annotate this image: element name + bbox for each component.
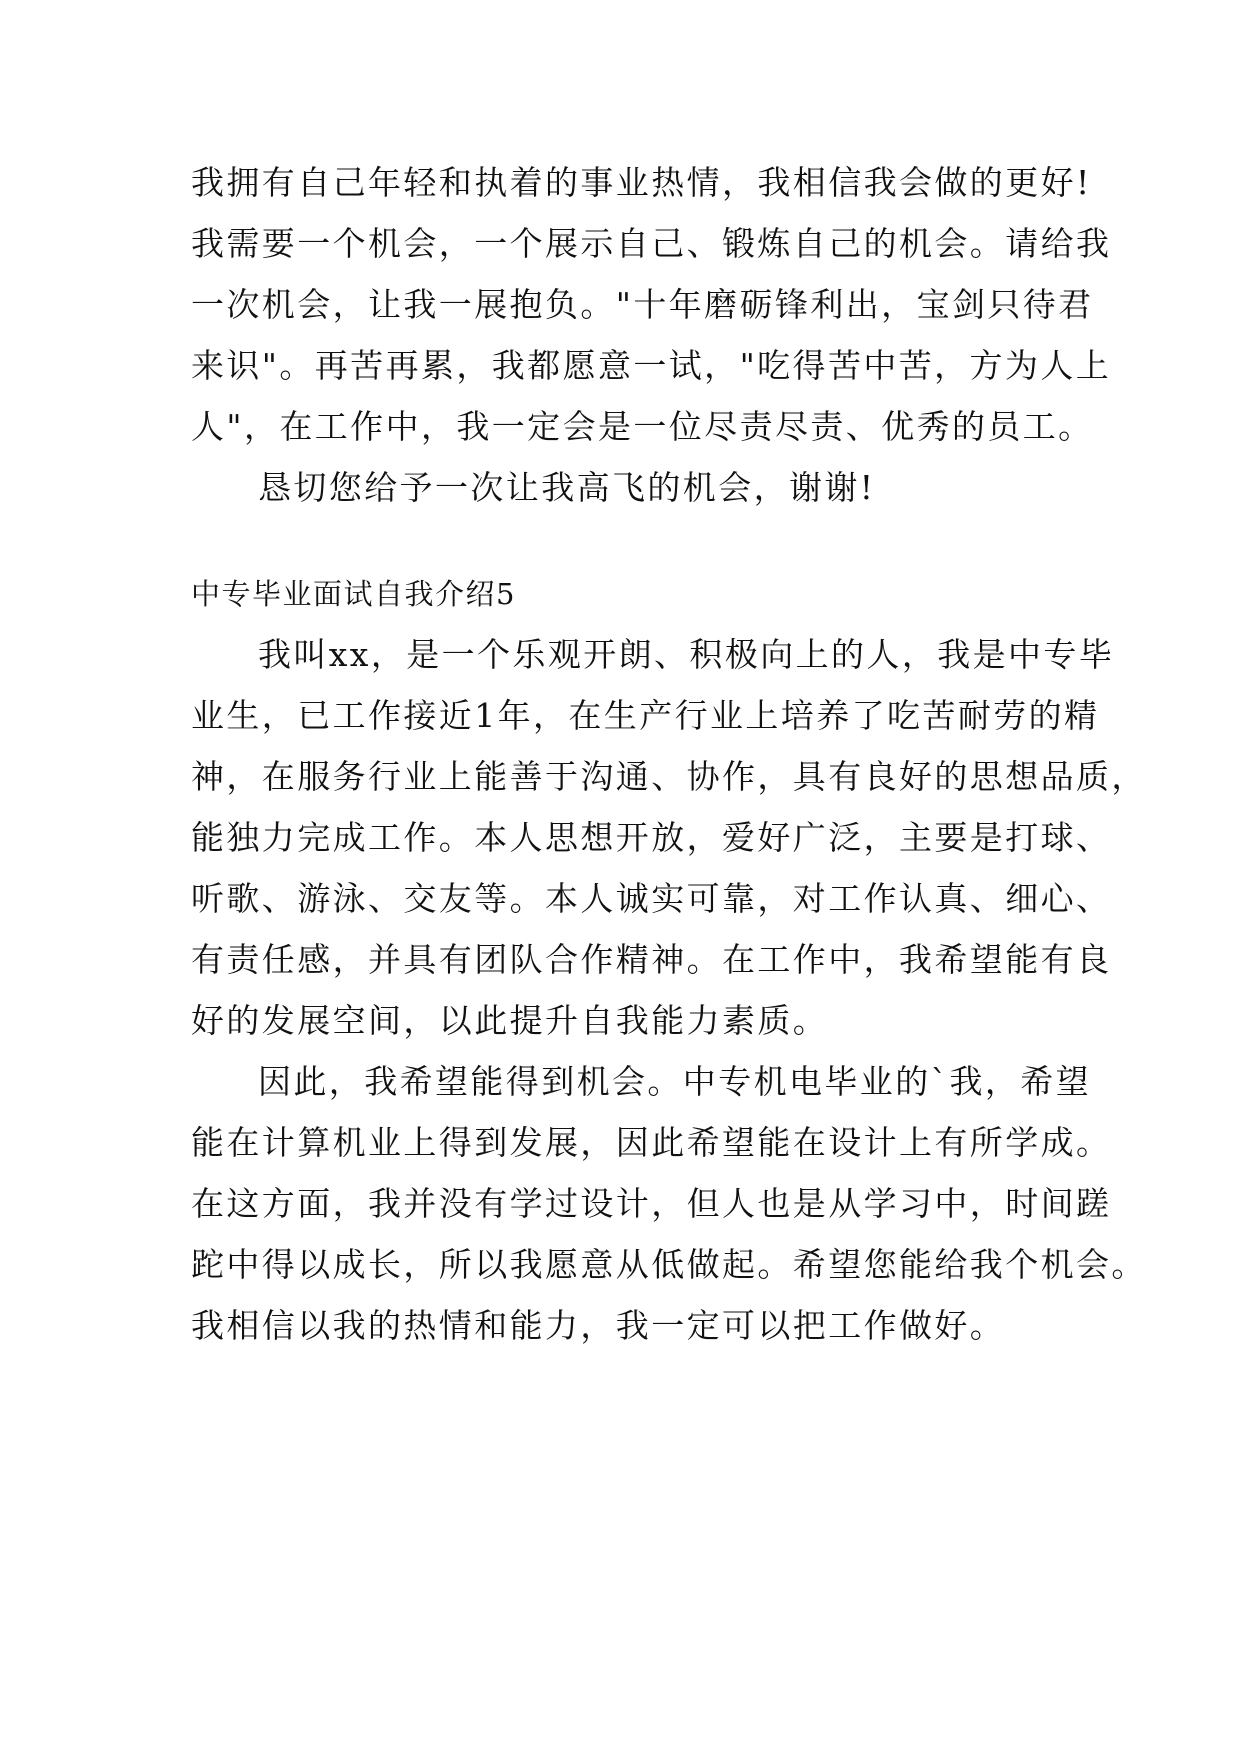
paragraph-line: 我叫xx，是一个乐观开朗、积极向上的人，我是中专毕 [258, 635, 1115, 674]
paragraph-line: 有责任感，并具有团队合作精神。在工作中，我希望能有良 [191, 940, 1112, 979]
paragraph-line: 人"，在工作中，我一定会是一位尽责尽责、优秀的员工。 [191, 407, 1094, 446]
paragraph-line: 因此，我希望能得到机会。中专机电毕业的`我，希望 [258, 1062, 1092, 1101]
paragraph-line: 听歌、游泳、交友等。本人诚实可靠，对工作认真、细心、 [191, 879, 1112, 918]
paragraph-line: 神，在服务行业上能善于沟通、协作，具有良好的思想品质， [191, 757, 1147, 796]
paragraph-line: 来识"。再苦再累，我都愿意一试，"吃得苦中苦，方为人上 [191, 346, 1112, 385]
paragraph-line: 好的发展空间，以此提升自我能力素质。 [191, 1001, 829, 1040]
section-heading: 中专毕业面试自我介绍5 [191, 577, 516, 611]
paragraph-line: 跎中得以成长，所以我愿意从低做起。希望您能给我个机会。 [191, 1245, 1147, 1284]
paragraph-line: 业生，已工作接近1年，在生产行业上培养了吃苦耐劳的精 [191, 696, 1100, 735]
paragraph-line: 在这方面，我并没有学过设计，但人也是从学习中，时间蹉 [191, 1184, 1112, 1223]
paragraph-line: 我相信以我的热情和能力，我一定可以把工作做好。 [191, 1306, 1006, 1345]
paragraph-line: 我需要一个机会，一个展示自己、锻炼自己的机会。请给我 [191, 224, 1112, 263]
paragraph-line: 恳切您给予一次让我高飞的机会，谢谢! [258, 468, 876, 507]
paragraph-line: 能独力完成工作。本人思想开放，爱好广泛，主要是打球、 [191, 818, 1112, 857]
paragraph-line: 我拥有自己年轻和执着的事业热情，我相信我会做的更好! [191, 163, 1092, 202]
paragraph-line: 一次机会，让我一展抱负。"十年磨砺锋利出，宝剑只待君 [191, 285, 1094, 324]
paragraph-line: 能在计算机业上得到发展，因此希望能在设计上有所学成。 [191, 1123, 1112, 1162]
